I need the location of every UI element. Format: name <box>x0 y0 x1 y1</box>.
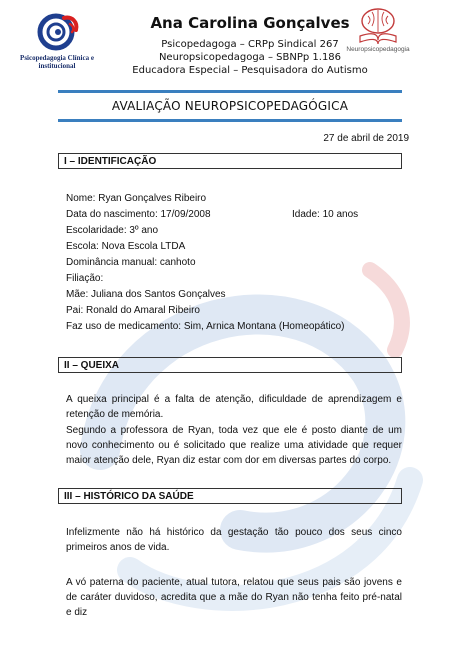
queixa-paragraph-1: A queixa principal é a falta de atenção, dificuldade de aprendizagem e retenção de memória. <box>66 394 402 420</box>
field-idade: Idade: 10 anos <box>292 209 359 220</box>
queixa-paragraph-2: Segundo a professora de Ryan, toda vez que ele é posto diante de um novo conhecimento ou é solicitado que realize uma atividade que requer maior atenção dele, Ryan diz estar com dor em diversas partes do corpo. <box>66 425 402 466</box>
field-filiacao: Filiação: <box>66 273 104 284</box>
credential-line-1: Psicopedagoga – CRPp Sindical 267 <box>161 39 339 50</box>
historico-paragraph-1: Infelizmente não há histórico da gestação tão pouco dos seus cinco primeiros anos de vida. <box>66 527 402 553</box>
document-title: AVALIAÇÃO NEUROPSICOPEDAGÓGICA <box>111 99 349 113</box>
clinic-logo <box>18 10 96 70</box>
field-pai: Pai: Ronald do Amaral Ribeiro <box>66 305 200 316</box>
field-medicamento: Faz uso de medicamento: Sim, Arnica Montana (Homeopático) <box>66 321 345 332</box>
credential-line-2: Neuropsicopedagoga – SBNPp 1.186 <box>158 52 342 63</box>
field-dominancia: Dominância manual: canhoto <box>66 257 196 268</box>
field-escola: Escola: Nova Escola LTDA <box>66 241 186 252</box>
clinic-swirl-logo-icon <box>34 10 80 52</box>
section-heading-historico: III – HISTÓRICO DA SAÚDE <box>58 488 402 504</box>
neuro-logo-caption: Neuropsicopedagogia <box>346 46 410 53</box>
neuro-logo <box>340 6 416 53</box>
author-name: Ana Carolina Gonçalves <box>150 14 350 32</box>
brain-book-logo-icon <box>350 6 406 46</box>
credential-line-3: Educadora Especial – Pesquisadora do Autismo <box>132 65 368 76</box>
field-mae: Mãe: Juliana dos Santos Gonçalves <box>66 289 226 300</box>
document-date: 27 de abril de 2019 <box>323 133 409 144</box>
field-nome: Nome: Ryan Gonçalves Ribeiro <box>66 193 207 204</box>
document-title-bar <box>58 90 402 122</box>
letterhead <box>130 14 370 77</box>
section-heading-identificacao: I – IDENTIFICAÇÃO <box>58 153 402 169</box>
section-heading-queixa: II – QUEIXA <box>58 357 402 373</box>
clinic-logo-caption: Psicopedagogia Clínica e institucional <box>20 54 94 70</box>
field-escolaridade: Escolaridade: 3º ano <box>66 225 159 236</box>
historico-paragraph-2: A vó paterna do paciente, atual tutora, relatou que seus pais são jovens e de caráter duvidoso, acredita que a mãe do Ryan não tenha feito pré-natal e diz <box>66 577 402 618</box>
field-nascimento: Data do nascimento: 17/09/2008 <box>66 209 211 220</box>
